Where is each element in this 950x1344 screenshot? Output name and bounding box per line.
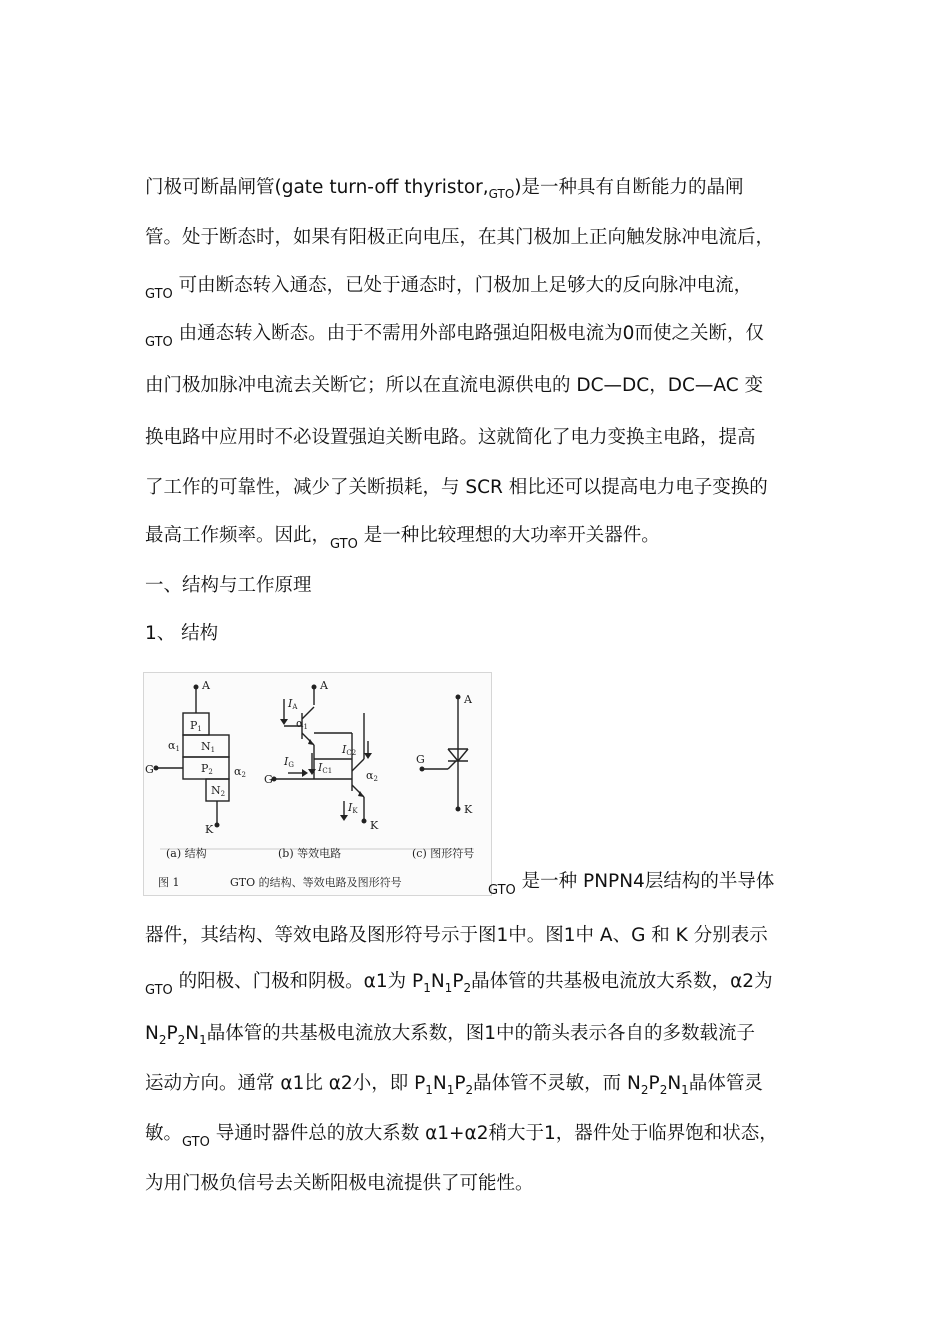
figure-number: 图 1 — [158, 876, 180, 889]
p2-line-4: $N_2P_2N_1$晶体管的共基极电流放大系数，图1中的箭头表示各自的多数载流子 — [145, 1023, 756, 1047]
p1-line-3: $_{GTO}$ 可由断态转入通态，已处于通态时，门极加上足够大的反向脉冲电流， — [145, 275, 753, 302]
svg-text:IA: IA — [288, 697, 298, 711]
svg-text:α1: α1 — [296, 717, 308, 731]
p1-line-5: 由门极加脉冲电流去关断它；所以在直流电源供电的 DC—DC，DC—AC 变 — [145, 375, 763, 396]
svg-text:IG: IG — [284, 755, 294, 769]
p1-line-1: 门极可断晶闸管(gate turn-off $thyristor,_{GTO}$)是一种具有自断能力的晶闸 — [145, 177, 744, 201]
p1-line-6: 换电路中应用时不必设置强迫关断电路。这就简化了电力变换主电路，提高 — [145, 427, 756, 448]
svg-text:IC2: IC2 — [342, 743, 357, 757]
p2-line-6: 敏。$_{GTO}$ 导通时器件总的放大系数 α1+α2稍大于1，器件处于临界饱和状态， — [145, 1123, 778, 1150]
caption-symbol: (c) 图形符号 — [412, 847, 475, 860]
caption-equivalent-circuit: (b) 等效电路 — [278, 847, 342, 860]
label-a-gate: G — [145, 763, 154, 776]
svg-text:P2: P2 — [201, 762, 213, 776]
section-heading: 一、结构与工作原理 — [145, 575, 312, 596]
label-a-anode: A — [202, 679, 210, 692]
p2-line-7: 为用门极负信号去关断阳极电流提供了可能性。 — [145, 1173, 534, 1194]
p2-line-1: $_{GTO}$ 是一种 PNPN4层结构的半导体 — [488, 871, 775, 898]
svg-text:N1: N1 — [201, 740, 216, 754]
svg-text:α2: α2 — [366, 769, 378, 783]
gto-figure — [143, 672, 492, 896]
p2-line-5: 运动方向。通常 α1比 α2小，即 $P_1N_1P_2$晶体管不灵敏，而 $N_2P_2N_1$晶体管灵 — [145, 1073, 763, 1097]
p2-line-3: $_{GTO}$ 的阳极、门极和阴极。α1为 $P_1N_1P_2$晶体管的共基极电流放大系数，α2为 — [145, 971, 773, 998]
svg-text:IC1: IC1 — [318, 761, 333, 775]
p1-line-8: 最高工作频率。因此，$_{GTO}$ 是一种比较理想的大功率开关器件。 — [145, 525, 660, 552]
svg-text:IK: IK — [348, 801, 358, 815]
label-c-gate: G — [416, 753, 425, 766]
label-c-anode: A — [464, 693, 472, 706]
p2-line-2: 器件，其结构、等效电路及图形符号示于图1中。图1中 A、G 和 K 分别表示 — [145, 925, 768, 946]
p1-line-2: 管。处于断态时，如果有阳极正向电压，在其门极加上正向触发脉冲电流后， — [145, 227, 775, 248]
label-b-gate: G — [264, 773, 273, 786]
svg-text:α2: α2 — [234, 765, 246, 779]
p1-line-7: 了工作的可靠性，减少了关断损耗，与 SCR 相比还可以提高电力电子变换的 — [145, 477, 768, 498]
svg-text:N2: N2 — [211, 784, 226, 798]
gto-diagram — [144, 673, 491, 895]
label-b-anode: A — [320, 679, 328, 692]
caption-structure: (a) 结构 — [166, 847, 207, 860]
subsection-heading: 1、 结构 — [145, 623, 219, 644]
figure-title: GTO 的结构、等效电路及图形符号 — [230, 876, 402, 889]
label-b-cathode: K — [370, 819, 379, 832]
svg-text:P1: P1 — [190, 719, 202, 733]
svg-text:α1: α1 — [168, 739, 180, 753]
label-c-cathode: K — [464, 803, 473, 816]
label-a-cathode: K — [205, 823, 214, 836]
p1-line-4: $_{GTO}$ 由通态转入断态。由于不需用外部电路强迫阳极电流为0而使之关断，仅 — [145, 323, 764, 350]
